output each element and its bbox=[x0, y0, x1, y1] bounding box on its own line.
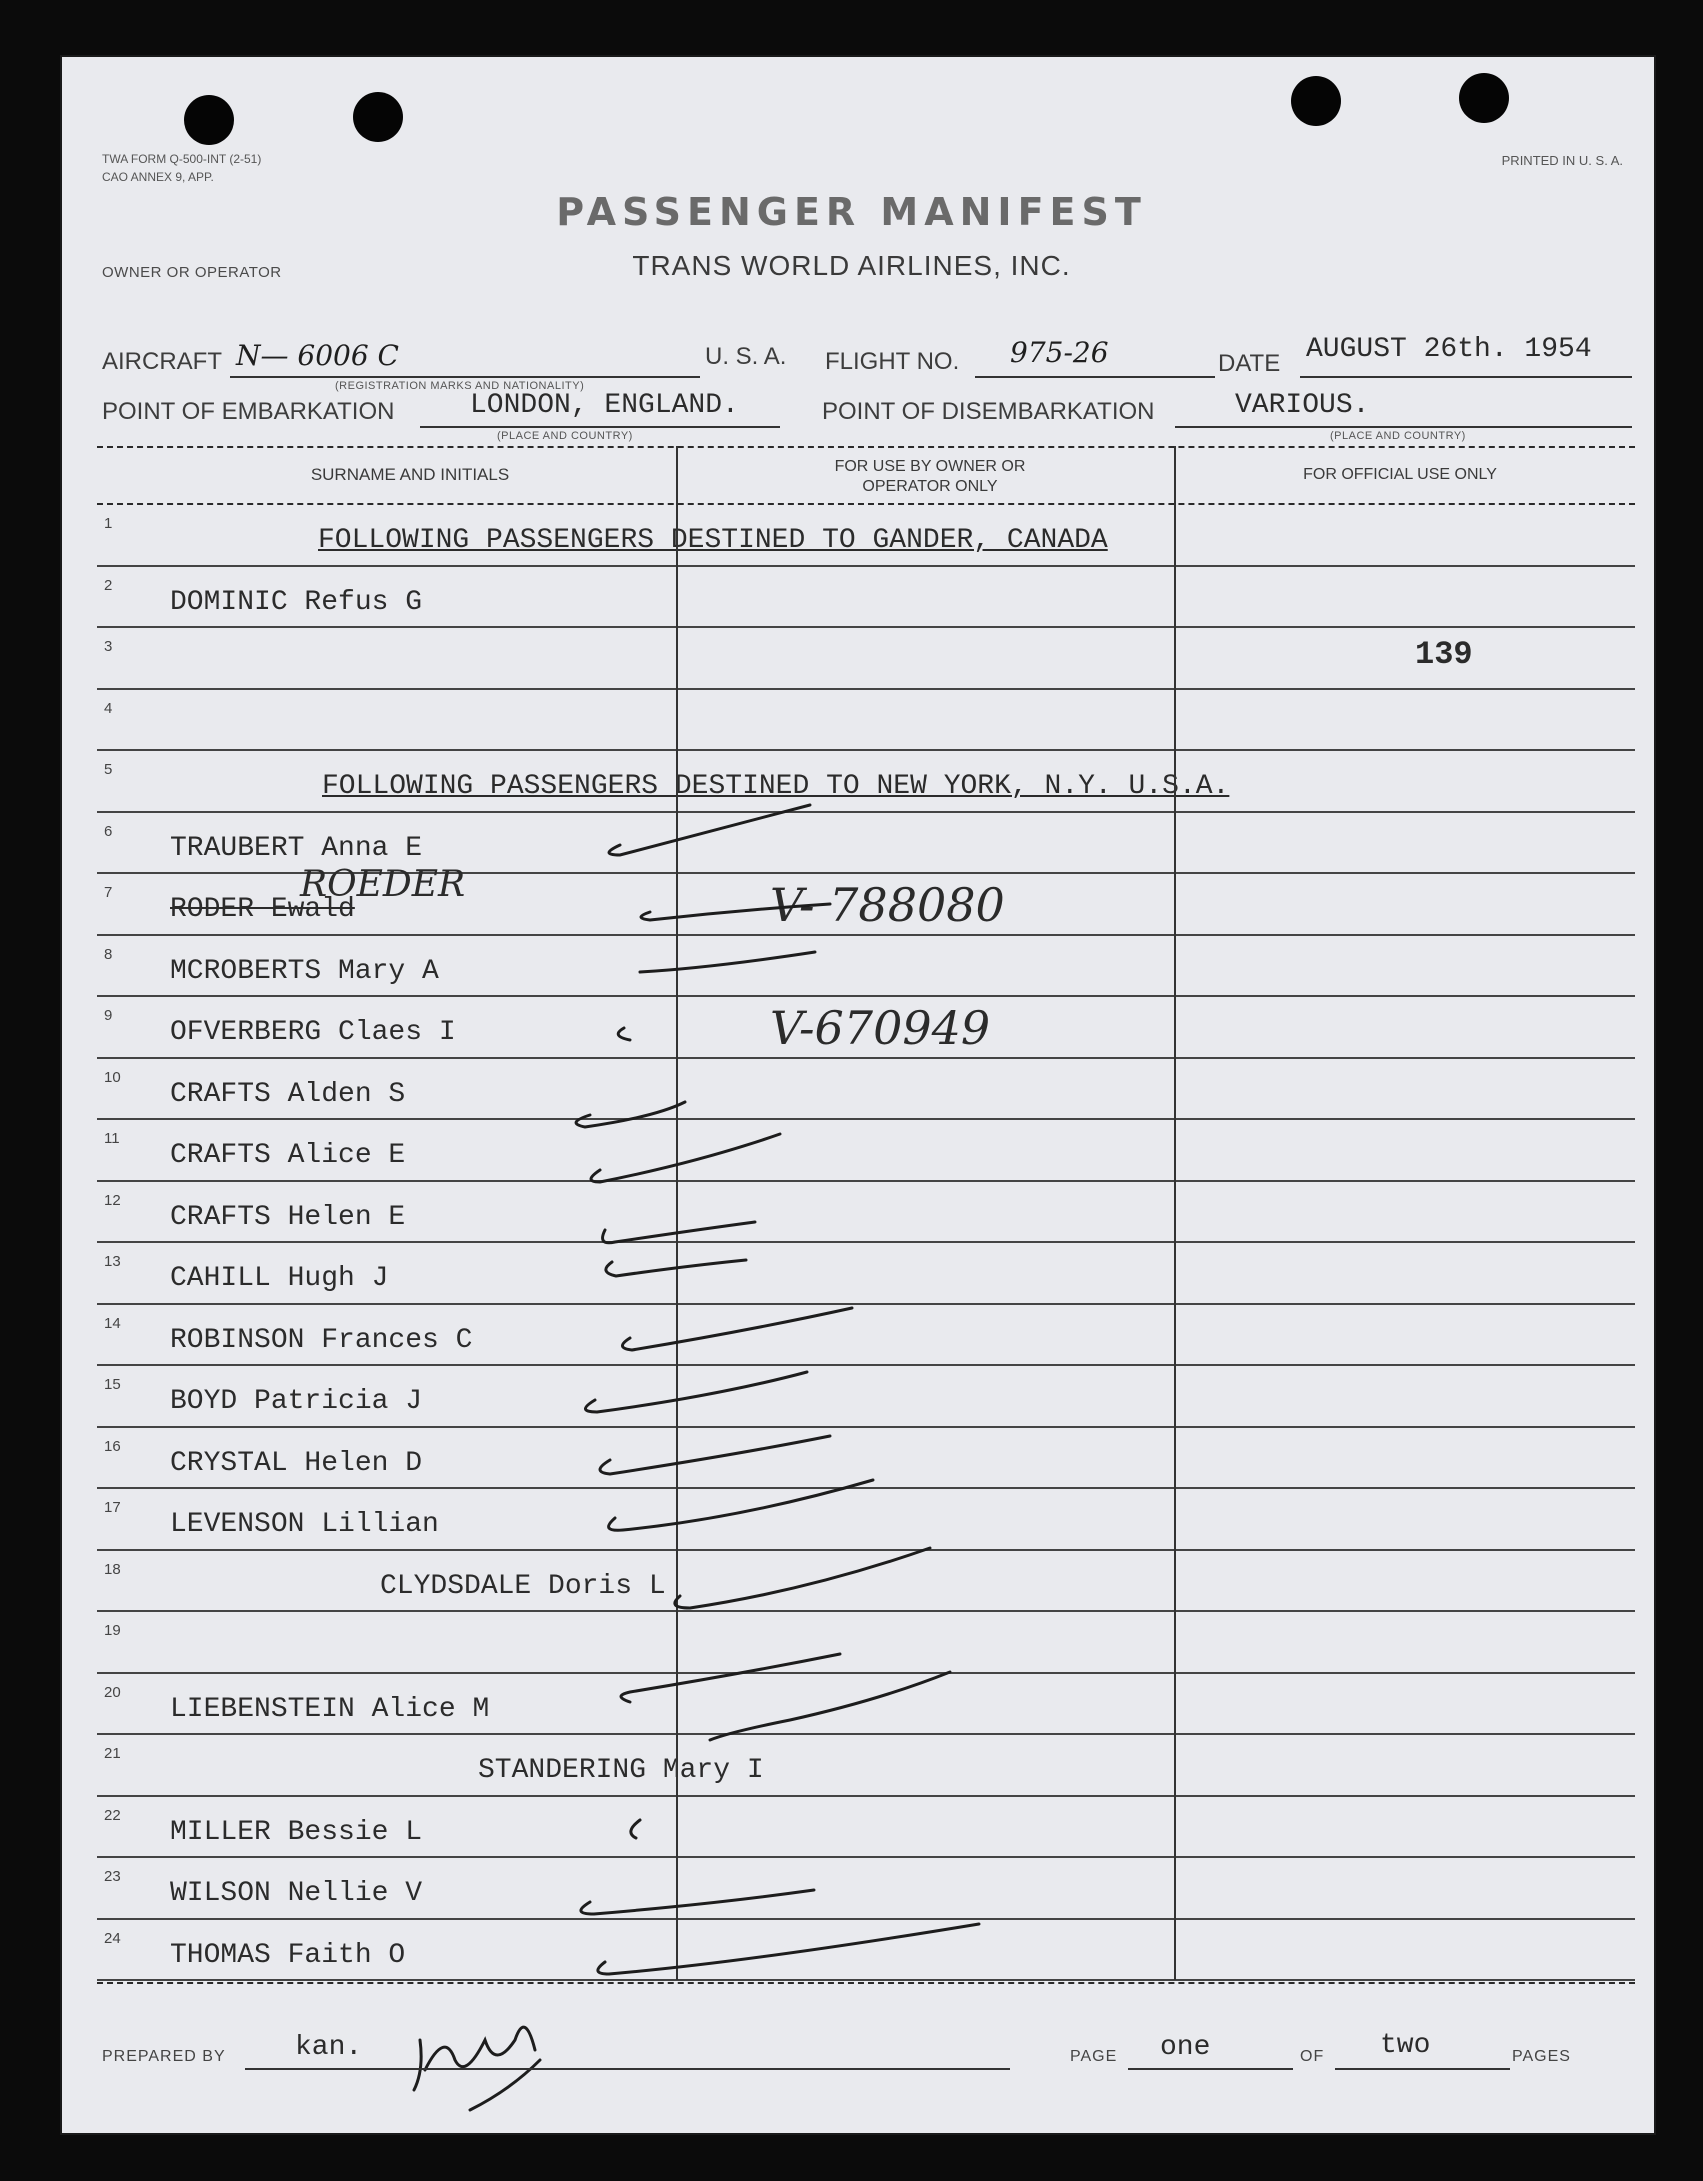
disembarkation-sublabel: (PLACE AND COUNTRY) bbox=[1330, 430, 1466, 442]
check-mark bbox=[609, 805, 810, 855]
disembarkation-label: POINT OF DISEMBARKATION bbox=[822, 398, 1155, 425]
date-label: DATE bbox=[1218, 350, 1281, 377]
of-label: OF bbox=[1300, 2048, 1325, 2065]
row-number: 8 bbox=[104, 945, 113, 963]
row-number: 13 bbox=[104, 1253, 121, 1270]
form-id-line1: TWA FORM Q-500-INT (2-51) bbox=[102, 152, 262, 166]
passenger-name: OFVERBERG Claes I bbox=[170, 1017, 456, 1048]
row-number: 3 bbox=[104, 638, 113, 655]
name-correction: ROEDER bbox=[300, 864, 466, 905]
check-mark bbox=[581, 1890, 814, 1914]
row-number: 19 bbox=[104, 1622, 121, 1639]
row-number: 15 bbox=[104, 1376, 121, 1393]
destination-heading: FOLLOWING PASSENGERS DESTINED TO GANDER, CANADA bbox=[318, 525, 1108, 556]
column-official-use-header: FOR OFFICIAL USE ONLY bbox=[1303, 466, 1497, 483]
passenger-name: CRAFTS Alden S bbox=[170, 1078, 406, 1110]
check-mark bbox=[598, 1924, 979, 1974]
printed-in-label: PRINTED IN U. S. A. bbox=[1501, 153, 1623, 168]
check-mark bbox=[600, 1436, 830, 1474]
row-number: 16 bbox=[104, 1437, 121, 1455]
row-number: 18 bbox=[104, 1560, 121, 1578]
destination-heading: FOLLOWING PASSENGERS DESTINED TO NEW YORK, N.Y. U.S.A. bbox=[322, 771, 1230, 802]
row-number: 9 bbox=[104, 1007, 113, 1024]
disembarkation-value: VARIOUS. bbox=[1235, 390, 1370, 421]
row-number: 7 bbox=[104, 884, 113, 901]
check-mark bbox=[710, 1672, 950, 1740]
passenger-name: MILLER Bessie L bbox=[170, 1816, 423, 1848]
prepared-by-label: PREPARED BY bbox=[102, 2048, 226, 2065]
row-number: 12 bbox=[104, 1191, 121, 1209]
passenger-name: CAHILL Hugh J bbox=[170, 1263, 389, 1294]
page-value: one bbox=[1160, 2032, 1211, 2063]
row-number: 5 bbox=[104, 761, 113, 778]
passenger-name: CLYDSDALE Doris L bbox=[380, 1570, 666, 1602]
flight-value: 975-26 bbox=[1010, 336, 1109, 369]
check-mark bbox=[631, 1820, 640, 1838]
check-mark bbox=[606, 1260, 746, 1276]
embarkation-label: POINT OF EMBARKATION bbox=[102, 398, 395, 425]
flight-label: FLIGHT NO. bbox=[825, 348, 960, 375]
passenger-name: CRAFTS Helen E bbox=[170, 1201, 406, 1233]
row-number: 2 bbox=[104, 576, 113, 594]
passenger-name: WILSON Nellie V bbox=[170, 1878, 423, 1909]
page-title: PASSENGER MANIFEST bbox=[556, 190, 1147, 234]
row-number: 24 bbox=[104, 1929, 121, 1947]
visa-number: V- 788080 bbox=[770, 878, 1005, 932]
check-mark bbox=[641, 904, 830, 920]
pages-label: PAGES bbox=[1512, 2048, 1571, 2065]
passenger-name: BOYD Patricia J bbox=[170, 1386, 423, 1417]
row-number: 1 bbox=[104, 515, 113, 532]
passenger-name: RODER Ewald bbox=[170, 894, 355, 925]
page-underline bbox=[1128, 2068, 1293, 2070]
check-mark bbox=[603, 1222, 755, 1243]
passenger-name: MCROBERTS Mary A bbox=[170, 955, 439, 987]
of-value: two bbox=[1380, 2030, 1431, 2061]
official-number: 139 bbox=[1415, 636, 1473, 673]
check-mark bbox=[591, 1134, 780, 1182]
aircraft-value: N— 6006 C bbox=[236, 339, 399, 372]
row-number: 11 bbox=[104, 1130, 120, 1147]
check-mark bbox=[621, 1654, 840, 1702]
page-label: PAGE bbox=[1070, 2048, 1118, 2065]
column-surname-header: SURNAME AND INITIALS bbox=[310, 465, 510, 484]
passenger-name: LEVENSON Lillian bbox=[170, 1509, 439, 1540]
of-underline bbox=[1335, 2068, 1510, 2070]
row-number: 21 bbox=[104, 1745, 121, 1762]
column-owner-use-header: FOR USE BY OWNER OR OPERATOR ONLY bbox=[834, 458, 1026, 495]
embarkation-value: LONDON, ENGLAND. bbox=[470, 390, 739, 421]
row-number: 23 bbox=[104, 1868, 121, 1885]
row-number: 6 bbox=[104, 822, 113, 840]
passenger-name: CRAFTS Alice E bbox=[170, 1140, 406, 1171]
check-mark bbox=[640, 952, 815, 972]
check-mark bbox=[576, 1102, 685, 1127]
check-mark bbox=[675, 1548, 930, 1608]
check-mark bbox=[609, 1480, 873, 1530]
form-id-line2: CAO ANNEX 9, APP. bbox=[102, 170, 214, 184]
usa-label: U. S. A. bbox=[705, 343, 787, 370]
aircraft-sublabel: (REGISTRATION MARKS AND NATIONALITY) bbox=[335, 380, 585, 392]
passenger-name: DOMINIC Refus G bbox=[170, 586, 423, 618]
row-number: 22 bbox=[104, 1806, 121, 1824]
row-number: 4 bbox=[104, 699, 113, 717]
row-number: 10 bbox=[104, 1068, 121, 1086]
passenger-name: TRAUBERT Anna E bbox=[170, 832, 423, 864]
row-number: 14 bbox=[104, 1314, 121, 1332]
row-number: 20 bbox=[104, 1683, 121, 1701]
prepared-by-underline bbox=[245, 2068, 1010, 2070]
check-mark bbox=[618, 1028, 630, 1040]
check-mark bbox=[585, 1372, 807, 1412]
check-mark bbox=[622, 1308, 852, 1350]
embarkation-sublabel: (PLACE AND COUNTRY) bbox=[497, 430, 633, 442]
passenger-name: CRYSTAL Helen D bbox=[170, 1447, 423, 1479]
row-number: 17 bbox=[104, 1499, 121, 1516]
owner-label: OWNER OR OPERATOR bbox=[102, 264, 282, 281]
passenger-name: STANDERING Mary I bbox=[478, 1755, 764, 1786]
passenger-name: THOMAS Faith O bbox=[170, 1939, 406, 1971]
prepared-by-value: kan. bbox=[295, 2032, 363, 2063]
operator-name: TRANS WORLD AIRLINES, INC. bbox=[632, 250, 1071, 281]
footer-rule bbox=[97, 1982, 1635, 1984]
date-value: AUGUST 26th. 1954 bbox=[1306, 334, 1592, 365]
visa-number: V-670949 bbox=[770, 1001, 991, 1055]
passenger-name: ROBINSON Frances C bbox=[170, 1324, 473, 1356]
passenger-name: LIEBENSTEIN Alice M bbox=[170, 1693, 490, 1725]
aircraft-label: AIRCRAFT bbox=[102, 348, 222, 375]
